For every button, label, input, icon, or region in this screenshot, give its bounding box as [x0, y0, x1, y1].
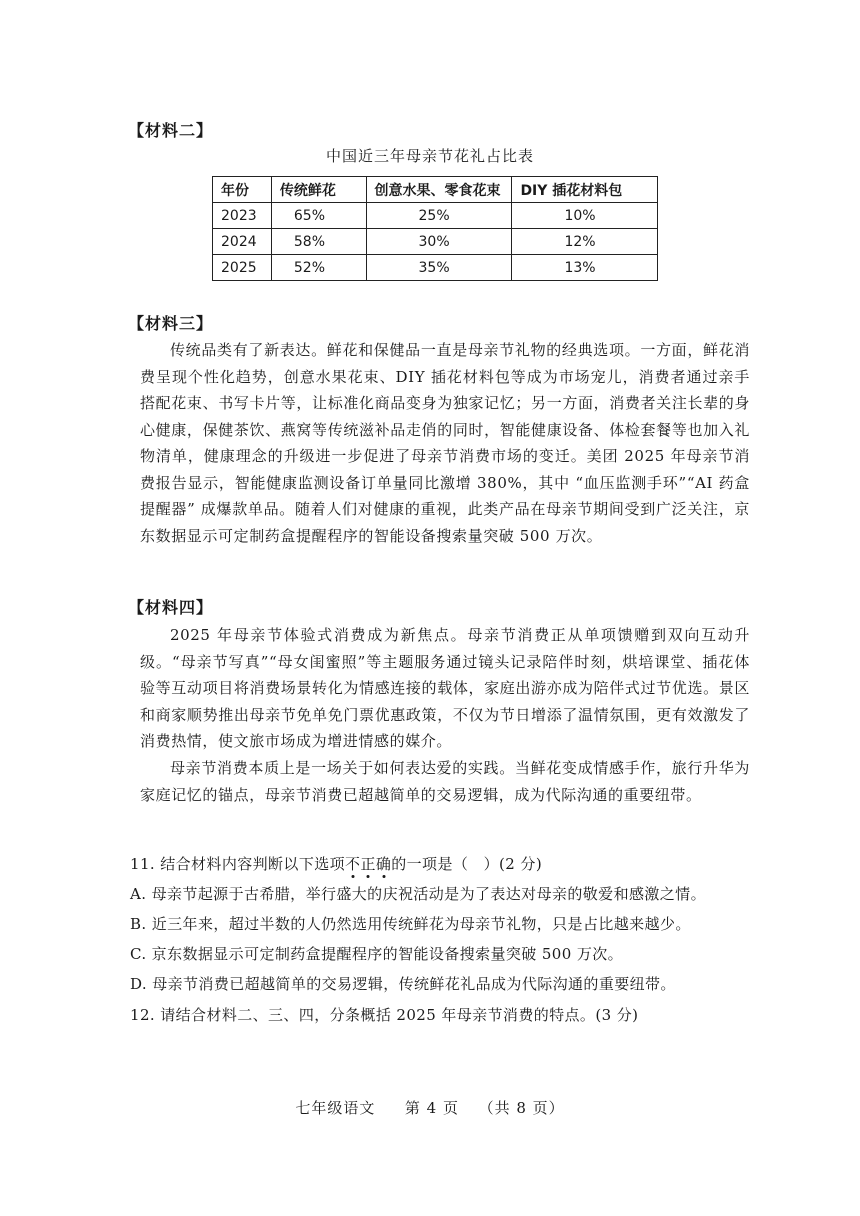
cell-year: 2025 — [213, 255, 272, 281]
question-12: 12. 请结合材料二、三、四，分条概括 2025 年母亲节消费的特点。(3 分) — [130, 1006, 639, 1024]
footer-total-pages: （共 8 页） — [478, 1099, 565, 1117]
cell-value: 10% — [512, 203, 658, 229]
col-header-traditional-flowers: 传统鲜花 — [271, 177, 366, 203]
material4-heading: 【材料四】 — [128, 598, 214, 617]
material4-paragraph-2: 母亲节消费本质上是一场关于如何表达爱的实践。当鲜花变成情感手作，旅行升华为家庭记忆的锚点，母亲节消费已超越简单的交易逻辑，成为代际沟通的重要纽带。 — [140, 759, 750, 804]
emphasis-char: 正 — [360, 855, 376, 873]
material3-heading: 【材料三】 — [128, 314, 214, 333]
cell-value: 12% — [512, 229, 658, 255]
col-header-creative-bouquets: 创意水果、零食花束 — [366, 177, 512, 203]
footer-subject: 七年级语文 — [295, 1099, 376, 1117]
option-c: C. 京东数据显示可定制药盒提醒程序的智能设备搜索量突破 500 万次。 — [130, 945, 624, 963]
material4-paragraph-1: 2025 年母亲节体验式消费成为新焦点。母亲节消费正从单项馈赠到双向互动升级。“母亲节写真”“母女闺蜜照”等主题服务通过镜头记录陪伴时刻，烘培课堂、插花体验等互动项目将消费场景转化为情感连接的载体，家庭出游亦成为陪伴式过节优选。景区和商家顺势推出母亲节免单免门票优惠政策，不仅为节日增添了温情氛围，更有效激发了消费热情，使文旅市场成为增进情感的媒介。 — [140, 626, 750, 750]
table-header-row — [213, 177, 658, 203]
table-row — [213, 255, 658, 281]
question-11-stem-end: 的一项是（ ）(2 分) — [391, 855, 543, 873]
col-header-diy-kit: DIY 插花材料包 — [512, 177, 658, 203]
material2-heading: 【材料二】 — [128, 121, 214, 140]
cell-value: 30% — [366, 229, 512, 255]
cell-value: 65% — [271, 203, 366, 229]
material3-paragraph: 传统品类有了新表达。鲜花和保健品一直是母亲节礼物的经典选项。一方面，鲜花消费呈现个性化趋势，创意水果花束、DIY 插花材料包等成为市场宠儿，消费者通过亲手搭配花束、书写卡片等，让标准化商品变身为独家记忆；另一方面，消费者关注长辈的身心健康，保健茶饮、燕窝等传统滋补品走俏的同时，智能健康设备、体检套餐等也加入礼物清单，健康理念的升级进一步促进了母亲节消费市场的变迁。美团 2025 年母亲节消费报告显示，智能健康监测设备订单量同比激增 380%，其中 “血压监测手环”“AI 药盒提醒器” 成爆款单品。随着人们对健康的重视，此类产品在母亲节期间受到广泛关注，京东数据显示可定制药盒提醒程序的智能设备搜索量突破 500 万次。 — [140, 341, 750, 545]
emphasis-char: 确 — [375, 855, 392, 873]
cell-value: 52% — [271, 255, 366, 281]
question-11-stem-start: 11. 结合材料内容判断以下选项 — [130, 855, 346, 873]
cell-value: 13% — [512, 255, 658, 281]
consumption-table — [212, 176, 658, 281]
cell-year: 2023 — [213, 203, 272, 229]
cell-year: 2024 — [213, 229, 272, 255]
footer-page-number: 第 4 页 — [404, 1099, 459, 1117]
emphasis-not-correct — [345, 855, 391, 873]
cell-value: 58% — [271, 229, 366, 255]
option-d: D. 母亲节消费已超越简单的交易逻辑，传统鲜花礼品成为代际沟通的重要纽带。 — [130, 975, 676, 993]
question-11-stem — [130, 850, 542, 878]
table-title: 中国近三年母亲节花礼占比表 — [325, 147, 534, 165]
table-row — [213, 229, 658, 255]
option-b: B. 近三年来，超过半数的人仍然选用传统鲜花为母亲节礼物，只是占比越来越少。 — [130, 915, 691, 933]
emphasis-char: 不 — [345, 855, 361, 873]
cell-value: 25% — [366, 203, 512, 229]
page-footer — [0, 1097, 860, 1118]
col-header-year: 年份 — [213, 177, 272, 203]
table-row — [213, 203, 658, 229]
option-a: A. 母亲节起源于古希腊，举行盛大的庆祝活动是为了表达对母亲的敬爱和感激之情。 — [130, 885, 706, 903]
cell-value: 35% — [366, 255, 512, 281]
